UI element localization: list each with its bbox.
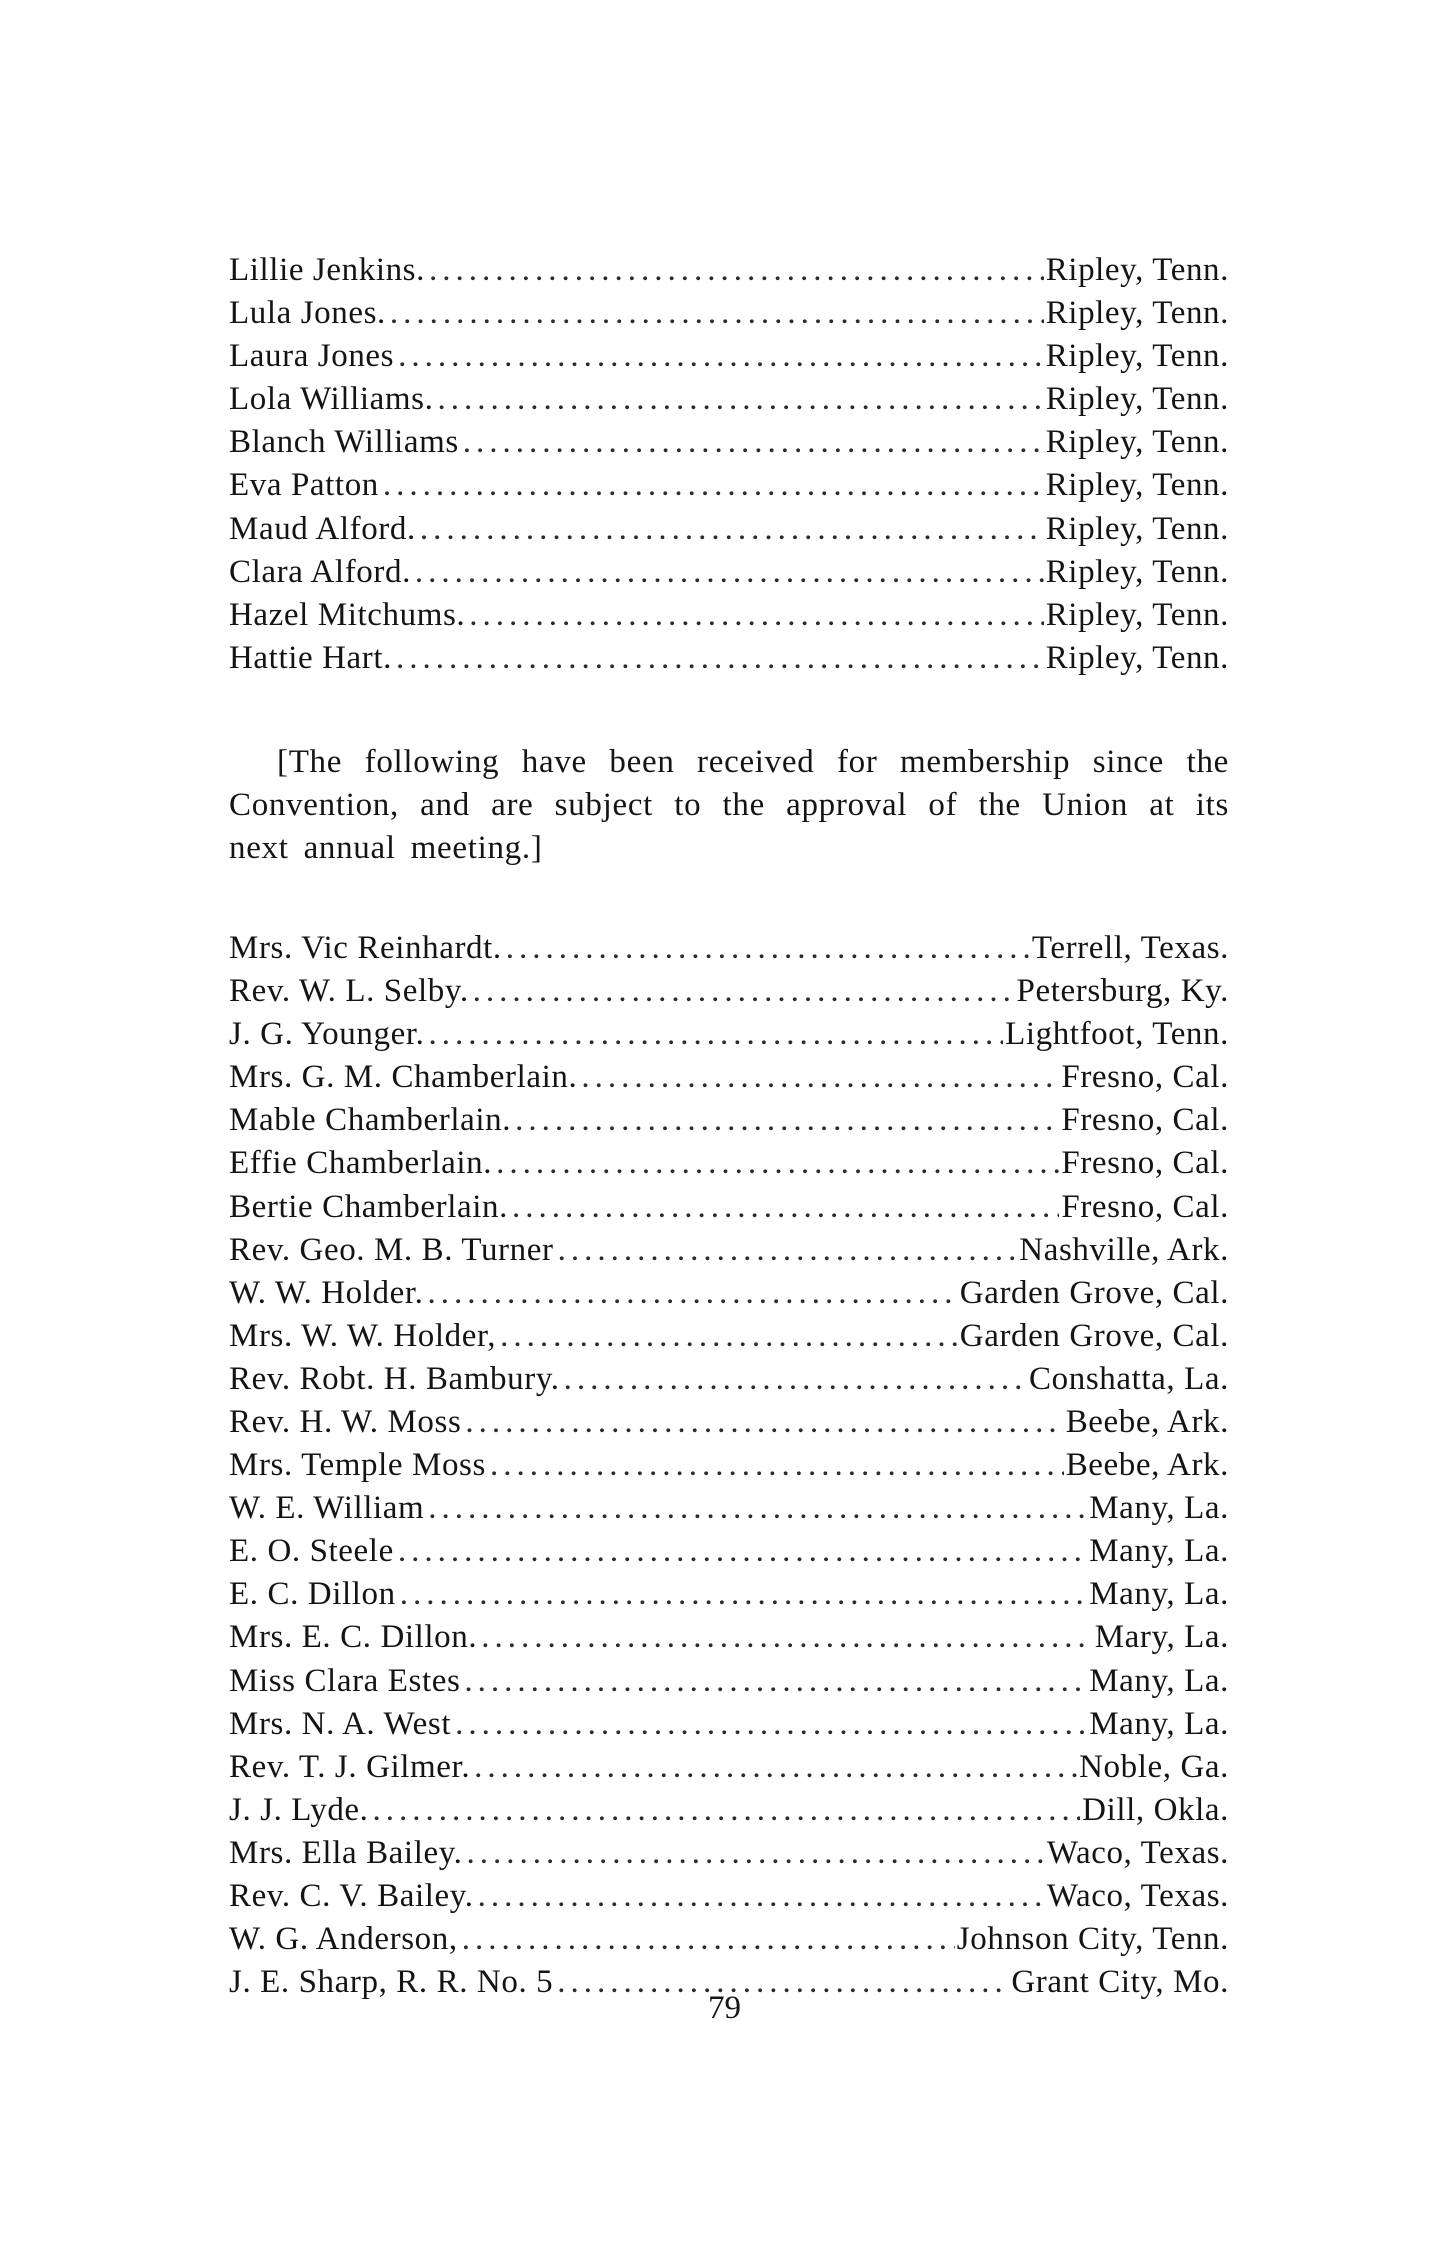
dot-leader bbox=[463, 424, 1044, 461]
member-name: Effie Chamberlain. bbox=[229, 1145, 493, 1182]
member-entry bbox=[229, 295, 1229, 338]
member-entry bbox=[229, 1059, 1229, 1102]
dot-leader bbox=[415, 554, 1044, 591]
member-location: Many, La. bbox=[1089, 1705, 1229, 1742]
member-entry bbox=[229, 467, 1229, 510]
member-name: W. G. Anderson, bbox=[229, 1921, 458, 1958]
dot-leader bbox=[428, 1490, 1087, 1527]
member-location: Fresno, Cal. bbox=[1061, 1059, 1229, 1096]
member-location: Ripley, Tenn. bbox=[1045, 639, 1229, 676]
member-entry bbox=[229, 1102, 1229, 1145]
member-location: Ripley, Tenn. bbox=[1045, 467, 1229, 504]
dot-leader bbox=[581, 1059, 1059, 1096]
dot-leader bbox=[390, 295, 1044, 332]
member-location: Waco, Texas. bbox=[1046, 1834, 1229, 1871]
member-name: Rev. C. V. Bailey. bbox=[229, 1878, 474, 1914]
member-location: Beebe, Ark. bbox=[1065, 1447, 1229, 1484]
dot-leader bbox=[481, 1619, 1092, 1656]
dot-leader bbox=[396, 640, 1044, 677]
dot-leader bbox=[437, 381, 1043, 418]
member-name: Bertie Chamberlain. bbox=[229, 1188, 508, 1225]
member-name: J. J. Lyde. bbox=[229, 1791, 369, 1828]
member-name: Mrs. Ella Bailey. bbox=[229, 1834, 463, 1871]
member-name: Hazel Mitchums. bbox=[229, 596, 466, 633]
member-name: Eva Patton bbox=[229, 467, 379, 504]
dot-leader bbox=[469, 597, 1043, 634]
member-location: Ripley, Tenn. bbox=[1045, 424, 1229, 461]
member-entry bbox=[229, 930, 1229, 973]
member-name: Rev. Geo. M. B. Turner bbox=[229, 1231, 554, 1268]
member-location: Many, La. bbox=[1089, 1533, 1229, 1570]
member-location: Mary, La. bbox=[1094, 1619, 1229, 1656]
dot-leader bbox=[428, 1275, 958, 1312]
dot-leader bbox=[500, 1318, 958, 1355]
member-location: Fresno, Cal. bbox=[1061, 1102, 1229, 1139]
member-entry bbox=[229, 554, 1229, 597]
member-name: Lola Williams. bbox=[229, 381, 434, 418]
member-entry bbox=[229, 1619, 1229, 1662]
member-location: Ripley, Tenn. bbox=[1045, 596, 1229, 633]
dot-leader bbox=[515, 1102, 1059, 1139]
member-entry bbox=[229, 1792, 1229, 1835]
member-name: Mrs. Temple Moss bbox=[229, 1447, 486, 1484]
dot-leader bbox=[558, 1232, 1018, 1269]
member-location: Johnson City, Tenn. bbox=[956, 1921, 1229, 1958]
member-location: Garden Grove, Cal. bbox=[959, 1317, 1229, 1354]
member-entry bbox=[229, 1921, 1229, 1964]
member-entry bbox=[229, 338, 1229, 381]
page-number: 79 bbox=[708, 1990, 741, 2026]
member-location: Fresno, Cal. bbox=[1061, 1188, 1229, 1225]
member-entry bbox=[229, 1016, 1229, 1059]
dot-leader bbox=[429, 252, 1044, 289]
dot-leader bbox=[496, 1145, 1059, 1182]
member-location: Beebe, Ark. bbox=[1065, 1403, 1229, 1440]
member-name: J. G. Younger. bbox=[229, 1016, 425, 1053]
dot-leader bbox=[564, 1361, 1027, 1398]
member-name: Lula Jones. bbox=[229, 295, 386, 332]
member-name: Mrs. Vic Reinhardt. bbox=[229, 929, 502, 966]
member-entry bbox=[229, 1318, 1229, 1361]
member-entry bbox=[229, 1878, 1229, 1921]
member-name: Maud Alford. bbox=[229, 510, 416, 547]
member-location: Terrell, Texas. bbox=[1031, 929, 1229, 966]
member-location: Ripley, Tenn. bbox=[1045, 510, 1229, 547]
member-name: W. W. Holder. bbox=[229, 1274, 424, 1311]
dot-leader bbox=[506, 930, 1030, 967]
member-location: Noble, Ga. bbox=[1079, 1748, 1229, 1785]
member-location: Nashville, Ark. bbox=[1019, 1231, 1229, 1268]
dot-leader bbox=[465, 1404, 1063, 1441]
member-location: Many, La. bbox=[1089, 1662, 1229, 1699]
member-name: Lillie Jenkins. bbox=[229, 252, 425, 288]
member-name: Hattie Hart. bbox=[229, 639, 392, 676]
member-entry bbox=[229, 252, 1229, 295]
member-name: Mrs. N. A. West bbox=[229, 1705, 452, 1742]
member-name: Laura Jones bbox=[229, 338, 395, 375]
member-name: Mrs. G. M. Chamberlain. bbox=[229, 1059, 578, 1096]
dot-leader bbox=[400, 1576, 1087, 1613]
member-entry bbox=[229, 1447, 1229, 1490]
member-location: Lightfoot, Tenn. bbox=[1005, 1016, 1229, 1053]
member-location: Petersburg, Ky. bbox=[1016, 973, 1229, 1010]
dot-leader bbox=[512, 1189, 1059, 1226]
member-location: Many, La. bbox=[1089, 1576, 1229, 1613]
member-entry bbox=[229, 1576, 1229, 1619]
member-entry bbox=[229, 1361, 1229, 1404]
dot-leader bbox=[455, 1706, 1087, 1743]
member-entry bbox=[229, 1533, 1229, 1576]
dot-leader bbox=[398, 1533, 1087, 1570]
dot-leader bbox=[473, 973, 1015, 1010]
member-entry bbox=[229, 1490, 1229, 1533]
member-location: Ripley, Tenn. bbox=[1045, 295, 1229, 332]
member-entry bbox=[229, 1232, 1229, 1275]
membership-note: [The following have been received for membership since the Convention, and are subject to the approval of the Union at its next annual meeting.] bbox=[229, 743, 1229, 866]
member-name: J. E. Sharp, R. R. No. 5 bbox=[229, 1964, 554, 2001]
dot-leader bbox=[464, 1663, 1087, 1700]
document-page bbox=[229, 252, 1229, 2007]
member-name: Miss Clara Estes bbox=[229, 1662, 461, 1699]
member-entry bbox=[229, 1663, 1229, 1706]
member-entry bbox=[229, 1706, 1229, 1749]
dot-leader bbox=[467, 1835, 1045, 1872]
member-name: W. E. William bbox=[229, 1490, 425, 1527]
dot-leader bbox=[398, 338, 1044, 375]
dot-leader bbox=[383, 467, 1044, 504]
member-entry bbox=[229, 1835, 1229, 1878]
member-name: Mable Chamberlain. bbox=[229, 1102, 512, 1139]
member-name: E. C. Dillon bbox=[229, 1576, 396, 1613]
dot-leader bbox=[462, 1921, 955, 1958]
member-entry bbox=[229, 1189, 1229, 1232]
member-location: Ripley, Tenn. bbox=[1045, 381, 1229, 418]
member-name: Rev. H. W. Moss bbox=[229, 1403, 462, 1440]
member-entry bbox=[229, 597, 1229, 640]
member-name: Blanch Williams bbox=[229, 424, 459, 461]
dot-leader bbox=[490, 1447, 1064, 1484]
member-name: Mrs. W. W. Holder, bbox=[229, 1317, 497, 1354]
member-location: Dill, Okla. bbox=[1082, 1791, 1229, 1828]
member-location: Waco, Texas. bbox=[1046, 1878, 1229, 1914]
member-entry bbox=[229, 381, 1229, 424]
member-entry bbox=[229, 1145, 1229, 1188]
dot-leader bbox=[420, 511, 1044, 548]
member-name: Mrs. E. C. Dillon. bbox=[229, 1619, 478, 1656]
member-list-new-members bbox=[229, 930, 1229, 2007]
member-entry bbox=[229, 640, 1229, 683]
member-name: Rev. Robt. H. Bambury. bbox=[229, 1360, 560, 1397]
member-entry bbox=[229, 424, 1229, 467]
dot-leader bbox=[474, 1749, 1077, 1786]
member-location: Many, La. bbox=[1089, 1490, 1229, 1527]
member-entry bbox=[229, 1404, 1229, 1447]
member-entry bbox=[229, 511, 1229, 554]
member-location: Fresno, Cal. bbox=[1061, 1145, 1229, 1182]
member-entry bbox=[229, 973, 1229, 1016]
dot-leader bbox=[373, 1792, 1081, 1829]
member-name: Rev. W. L. Selby. bbox=[229, 973, 469, 1010]
member-location: Ripley, Tenn. bbox=[1045, 252, 1229, 288]
member-name: Rev. T. J. Gilmer. bbox=[229, 1748, 471, 1785]
member-entry bbox=[229, 1275, 1229, 1318]
dot-leader bbox=[478, 1878, 1045, 1915]
member-location: Conshatta, La. bbox=[1029, 1360, 1229, 1397]
member-list-ripley bbox=[229, 252, 1229, 683]
dot-leader bbox=[428, 1016, 1003, 1053]
member-name: E. O. Steele bbox=[229, 1533, 394, 1570]
member-location: Ripley, Tenn. bbox=[1045, 338, 1229, 375]
member-location: Garden Grove, Cal. bbox=[959, 1274, 1229, 1311]
member-entry bbox=[229, 1749, 1229, 1792]
member-name: Clara Alford. bbox=[229, 553, 411, 590]
member-location: Grant City, Mo. bbox=[1011, 1964, 1229, 2001]
member-location: Ripley, Tenn. bbox=[1045, 553, 1229, 590]
